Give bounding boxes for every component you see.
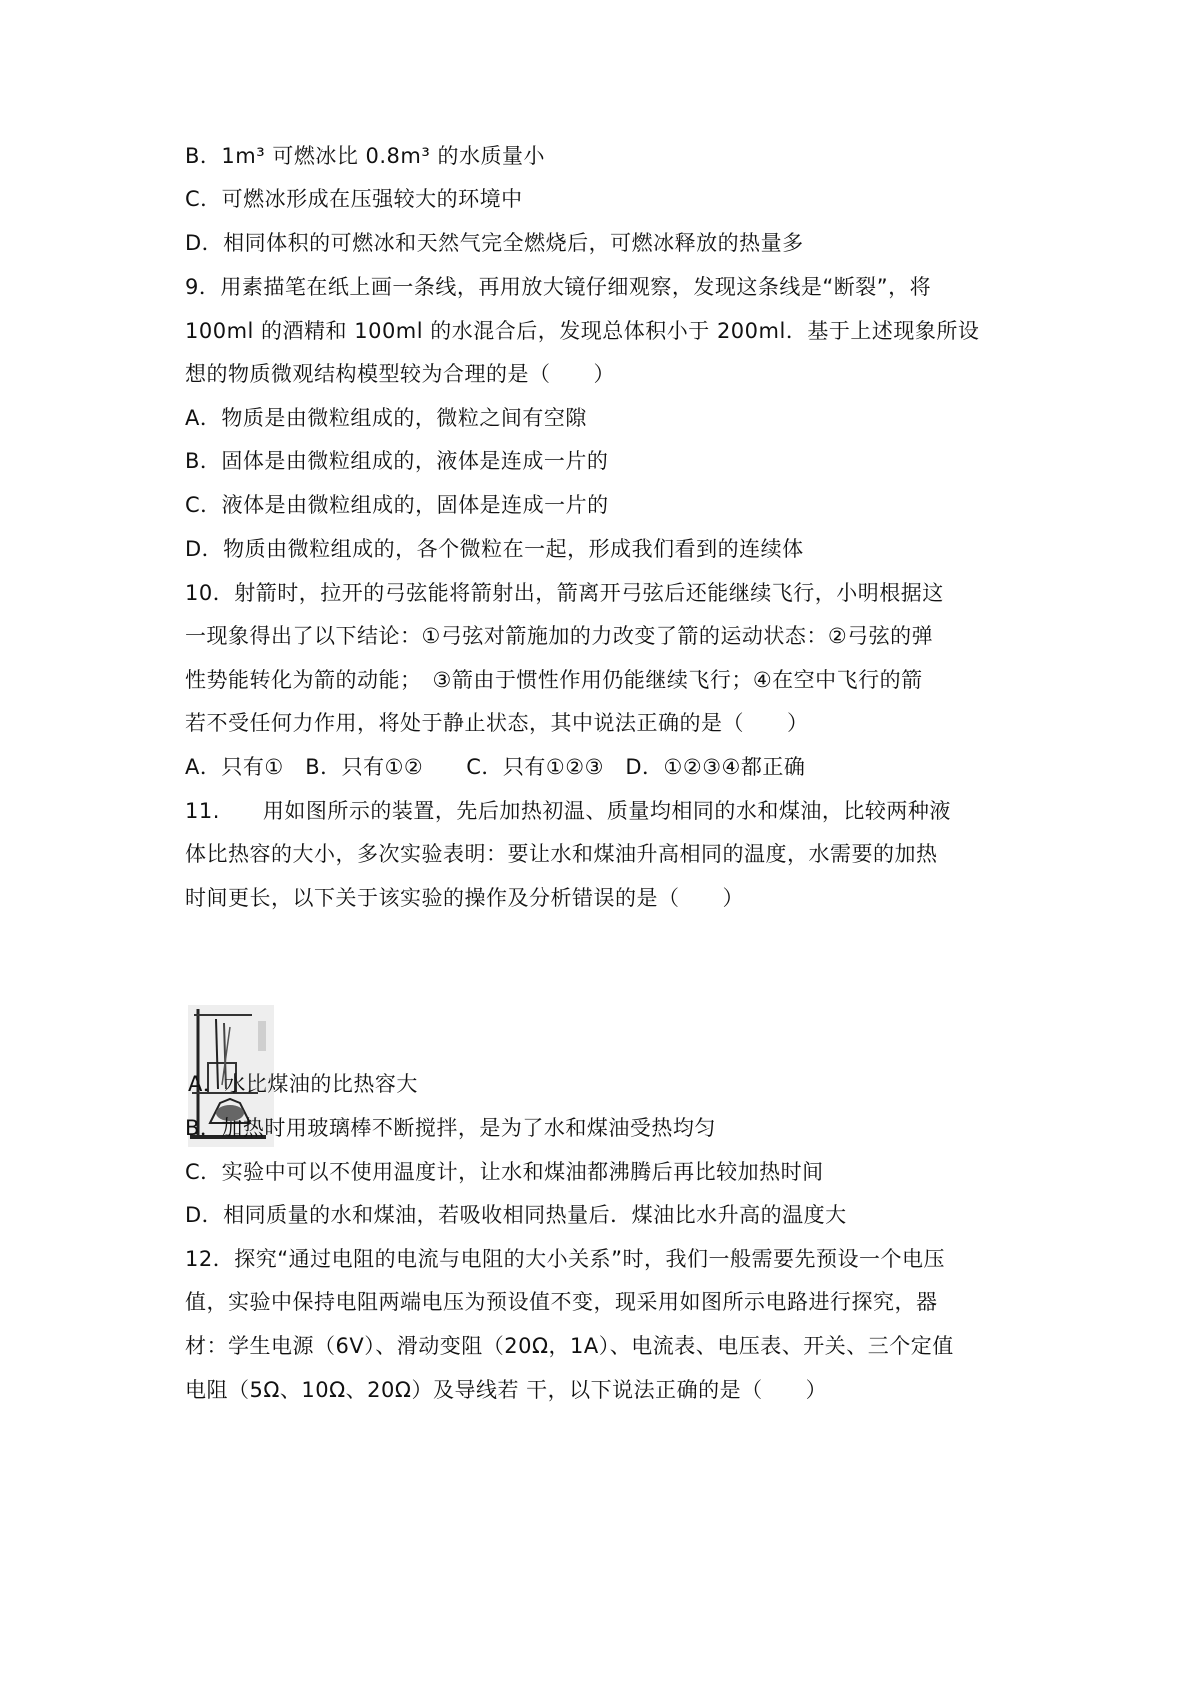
q11-stem-line-3: 时间更长，以下关于该实验的操作及分析错误的是（ ） — [185, 886, 744, 910]
q12-stem-line-4: 电阻（5Ω、10Ω、20Ω）及导线若 干，以下说法正确的是（ ） — [185, 1378, 828, 1402]
q8-option-b: B．1m³ 可燃冰比 0.8m³ 的水质量小 — [185, 144, 545, 168]
q11-option-a: A．水比煤油的比热容大 — [188, 1072, 418, 1096]
q10-stem-line-4: 若不受任何力作用，将处于静止状态，其中说法正确的是（ ） — [185, 711, 809, 735]
q9-option-c: C．液体是由微粒组成的，固体是连成一片的 — [185, 493, 609, 517]
q11-stem-line-2: 体比热容的大小，多次实验表明：要让水和煤油升高相同的温度，水需要的加热 — [185, 842, 938, 866]
q10-stem-line-3: 性势能转化为箭的动能； ③箭由于惯性作用仍能继续飞行；④在空中飞行的箭 — [185, 668, 923, 692]
q8-option-d: D．相同体积的可燃冰和天然气完全燃烧后，可燃冰释放的热量多 — [185, 231, 804, 255]
q11-option-b: B．加热时用玻璃棒不断搅拌，是为了水和煤油受热均匀 — [185, 1116, 716, 1140]
q12-stem-line-3: 材：学生电源（6V）、滑动变阻（20Ω，1A）、电流表、电压表、开关、三个定值 — [185, 1334, 954, 1358]
q8-option-c: C．可燃冰形成在压强较大的环境中 — [185, 187, 523, 211]
q10-stem-line-1: 10．射箭时，拉开的弓弦能将箭射出，箭离开弓弦后还能继续飞行，小明根据这 — [185, 581, 944, 605]
q9-stem-line-1: 9．用素描笔在纸上画一条线，再用放大镜仔细观察，发现这条线是“断裂”，将 — [185, 275, 932, 299]
q9-stem-line-3: 想的物质微观结构模型较为合理的是（ ） — [185, 362, 615, 386]
q12-stem-line-2: 值，实验中保持电阻两端电压为预设值不变，现采用如图所示电路进行探究，器 — [185, 1290, 938, 1314]
q10-options: A．只有① B．只有①② C．只有①②③ D．①②③④都正确 — [185, 755, 806, 779]
q11-option-c: C．实验中可以不使用温度计，让水和煤油都沸腾后再比较加热时间 — [185, 1160, 824, 1184]
q9-option-d: D．物质由微粒组成的，各个微粒在一起，形成我们看到的连续体 — [185, 537, 804, 561]
q12-stem-line-1: 12．探究“通过电阻的电流与电阻的大小关系”时，我们一般需要先预设一个电压 — [185, 1247, 945, 1271]
q11-option-d: D．相同质量的水和煤油，若吸收相同热量后．煤油比水升高的温度大 — [185, 1203, 847, 1227]
q9-option-b: B．固体是由微粒组成的，液体是连成一片的 — [185, 449, 609, 473]
q11-stem-line-1: 11. 用如图所示的装置，先后加热初温、质量均相同的水和煤油，比较两种液 — [185, 799, 951, 823]
q10-stem-line-2: 一现象得出了以下结论：①弓弦对箭施加的力改变了箭的运动状态：②弓弦的弹 — [185, 624, 934, 648]
q9-option-a: A．物质是由微粒组成的，微粒之间有空隙 — [185, 406, 587, 430]
q9-stem-line-2: 100ml 的酒精和 100ml 的水混合后，发现总体积小于 200ml．基于上述现象所设 — [185, 319, 980, 343]
